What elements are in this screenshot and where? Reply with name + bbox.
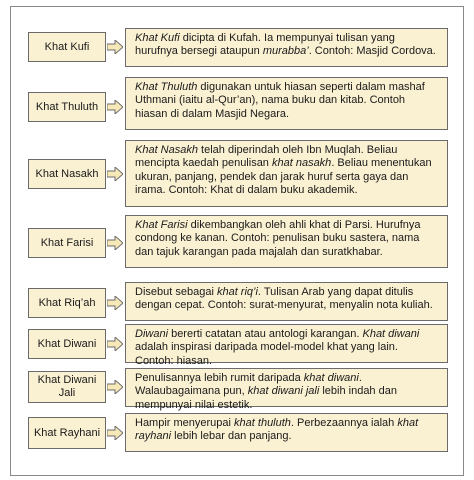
arrow-icon [107,236,123,250]
desc-khat-rayhani [125,413,448,452]
label-khat-rayhani: Khat Rayhani [28,417,106,449]
label-khat-riqah: Khat Riq’ah [28,288,106,318]
arrow-icon [107,426,123,440]
desc-italic-term: Diwani [135,328,169,340]
desc-text: . Tulisan Arab yang dapat ditulis dengan cepat. Contoh: surat-menyurat, menyalin nota kuliah. [135,286,433,312]
arrow-icon [107,380,123,394]
desc-text: dicipta di Kufah. Ia mempunyai tulisan yang hurufnya bersegi ataupun [135,32,395,58]
desc-text: . Contoh: Masjid Cordova. [308,45,436,58]
desc-italic-term: Khat Thuluth [135,81,198,93]
desc-khat-diwani-jali [125,368,448,411]
desc-italic-term: khat riq’i [216,286,258,298]
label-khat-nasakh: Khat Nasakh [28,159,106,189]
desc-khat-kufi [125,28,448,67]
desc-text: digunakan untuk hiasan seperti dalam mashaf Uthmani (iaitu al-Qur’an), nama buku dan kitab. Contoh hiasan di dalam Masjid Negara. [135,81,425,120]
desc-italic-term: Khat diwani [362,328,420,340]
desc-text: Disebut sebagai [135,286,217,298]
desc-khat-riqah [125,282,448,321]
desc-italic-term: khat diwani jali [247,385,320,398]
diagram-frame [10,6,464,476]
desc-text: . Walaubagaimana pun, [135,372,362,398]
desc-text: Penulisannya lebih rumit daripada [135,372,304,384]
label-khat-thuluth: Khat Thuluth [28,92,106,122]
desc-text: . Perbezaannya ialah [290,417,398,429]
arrow-icon [107,40,123,54]
desc-italic-term: khat diwani [303,372,359,384]
desc-text: Hampir menyerupai [135,417,235,429]
label-khat-kufi: Khat Kufi [28,32,106,62]
desc-khat-nasakh [125,140,448,207]
desc-italic-term: khat thuluth [234,417,291,429]
desc-text: adalah inspirasi daripada model-model khat yang lain. Contoh: hiasan. [135,341,398,367]
desc-italic-term: khat nasakh [271,157,332,170]
label-khat-diwani: Khat Diwani [28,329,106,359]
arrow-icon [107,167,123,181]
desc-text: dikembangkan oleh ahli khat di Parsi. Hurufnya condong ke kanan. Contoh: penulisan buku sastera, nama dan tajuk karangan pada majalah dan suratkhabar. [135,219,421,258]
desc-italic-term: murabba’ [262,45,309,58]
desc-khat-thuluth [125,77,448,130]
arrow-icon [107,100,123,114]
desc-khat-diwani [125,324,448,367]
desc-text: . Beliau menentukan ukuran, panjang, pendek dan jarak huruf serta gaya dan irama. Contoh: Khat di dalam buku akademik. [135,157,432,196]
desc-italic-term: Khat Kufi [135,32,180,44]
desc-text: bererti catatan atau antologi karangan. [168,328,363,340]
desc-italic-term: khat rayhani [135,417,419,443]
label-khat-diwani-jali: Khat Diwani Jali [28,371,106,403]
desc-italic-term: Khat Nasakh [135,144,198,156]
label-khat-farisi: Khat Farisi [28,228,106,258]
desc-italic-term: Khat Farisi [135,219,188,231]
desc-text: lebih lebar dan panjang. [171,430,292,443]
desc-khat-farisi [125,215,448,268]
arrow-icon [107,337,123,351]
arrow-icon [107,296,123,310]
desc-text: telah diperindah oleh Ibn Muqlah. Beliau mencipta kaedah penulisan [135,144,398,170]
desc-text: lebih indah dan mempunyai nilai estetik. [135,385,397,411]
